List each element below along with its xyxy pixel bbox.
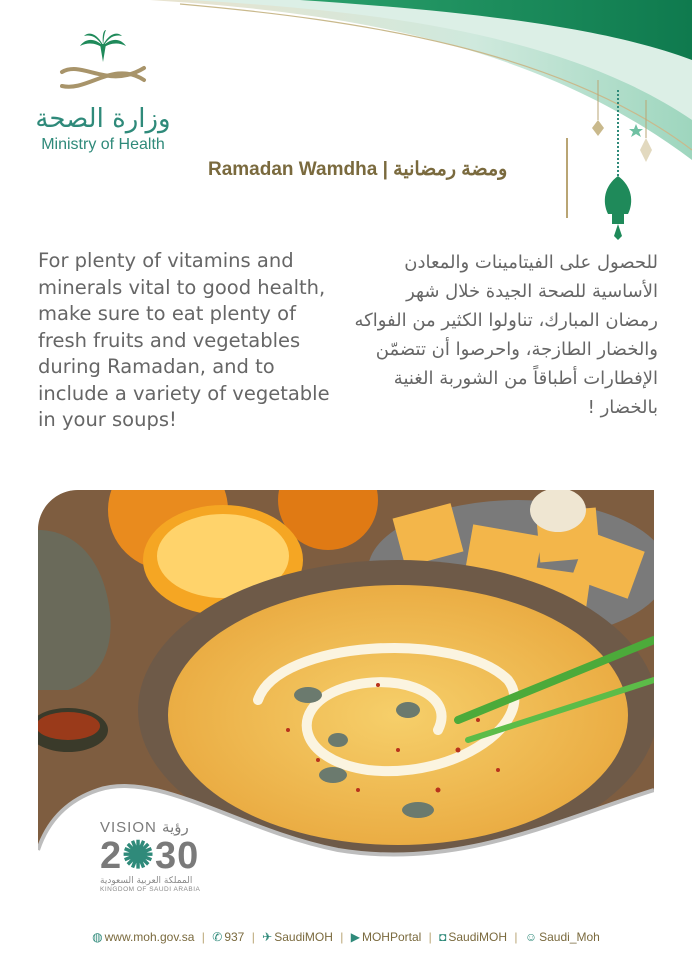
footer-website[interactable]: www.moh.gov.sa — [104, 930, 195, 944]
phone-icon: ✆ — [212, 930, 223, 944]
footer-youtube[interactable]: MOHPortal — [361, 930, 422, 944]
globe-icon: ◍ — [92, 930, 103, 944]
palm-swords-emblem-icon — [48, 30, 158, 100]
snapchat-icon: ☺ — [524, 930, 538, 944]
palm-emblem-icon: ✺ — [122, 835, 155, 877]
vision-year — [100, 836, 230, 876]
twitter-icon: ✈ — [262, 930, 273, 944]
lantern-decoration-icon — [580, 80, 660, 250]
instagram-icon: ◘ — [439, 930, 447, 944]
page-title — [208, 158, 558, 181]
footer-divider: | — [514, 930, 518, 944]
vision-label — [100, 818, 230, 836]
vision-country-arabic: المملكة العربية السعودية — [100, 876, 193, 886]
vision-country-english: KINGDOM OF SAUDI ARABIA — [100, 886, 201, 893]
footer-divider: | — [428, 930, 432, 944]
youtube-icon: ▶ — [350, 930, 360, 944]
footer-divider: | — [201, 930, 205, 944]
message-english: For plenty of vitamins and minerals vital to good health, make sure to eat plenty of fresh fruits and vegetables during Ramadan, and to include a variety of vegetable in your soups! — [38, 249, 330, 431]
footer-divider: | — [340, 930, 344, 944]
vision-label-english: VISION — [100, 819, 157, 836]
vision-year-last: 30 — [154, 835, 200, 877]
footer-divider: | — [251, 930, 255, 944]
vision-2030-logo — [100, 818, 230, 893]
footer-phone[interactable]: 937 — [224, 930, 245, 944]
message-arabic: للحصول على الفيتامينات والمعادن الأساسية للصحة الجيدة خلال شهر رمضان المبارك، تناولوا الكثير من الفواكه والخضار الطازجة، واحرصوا أن تتضمّن الإفطارات أطباقاً من الشوربة الغنية بالخضار ! — [354, 252, 658, 418]
footer-instagram[interactable]: SaudiMOH — [448, 930, 508, 944]
title-divider-line — [566, 138, 568, 218]
footer-snapchat[interactable]: Saudi_Moh — [539, 930, 600, 944]
title-english: Ramadan Wamdha — [208, 159, 378, 180]
vision-year-first: 2 — [100, 835, 123, 877]
ministry-name-arabic: وزارة الصحة — [35, 104, 171, 134]
vision-label-arabic: رؤية — [162, 819, 189, 836]
ministry-logo — [28, 30, 178, 154]
title-divider: | — [382, 159, 388, 180]
footer-contacts — [60, 930, 632, 944]
vegetable-soup-photo — [38, 490, 654, 870]
ministry-name-english: Ministry of Health — [41, 136, 165, 153]
footer-twitter[interactable]: SaudiMOH — [274, 930, 333, 944]
title-arabic: ومضة رمضانية — [393, 159, 508, 180]
